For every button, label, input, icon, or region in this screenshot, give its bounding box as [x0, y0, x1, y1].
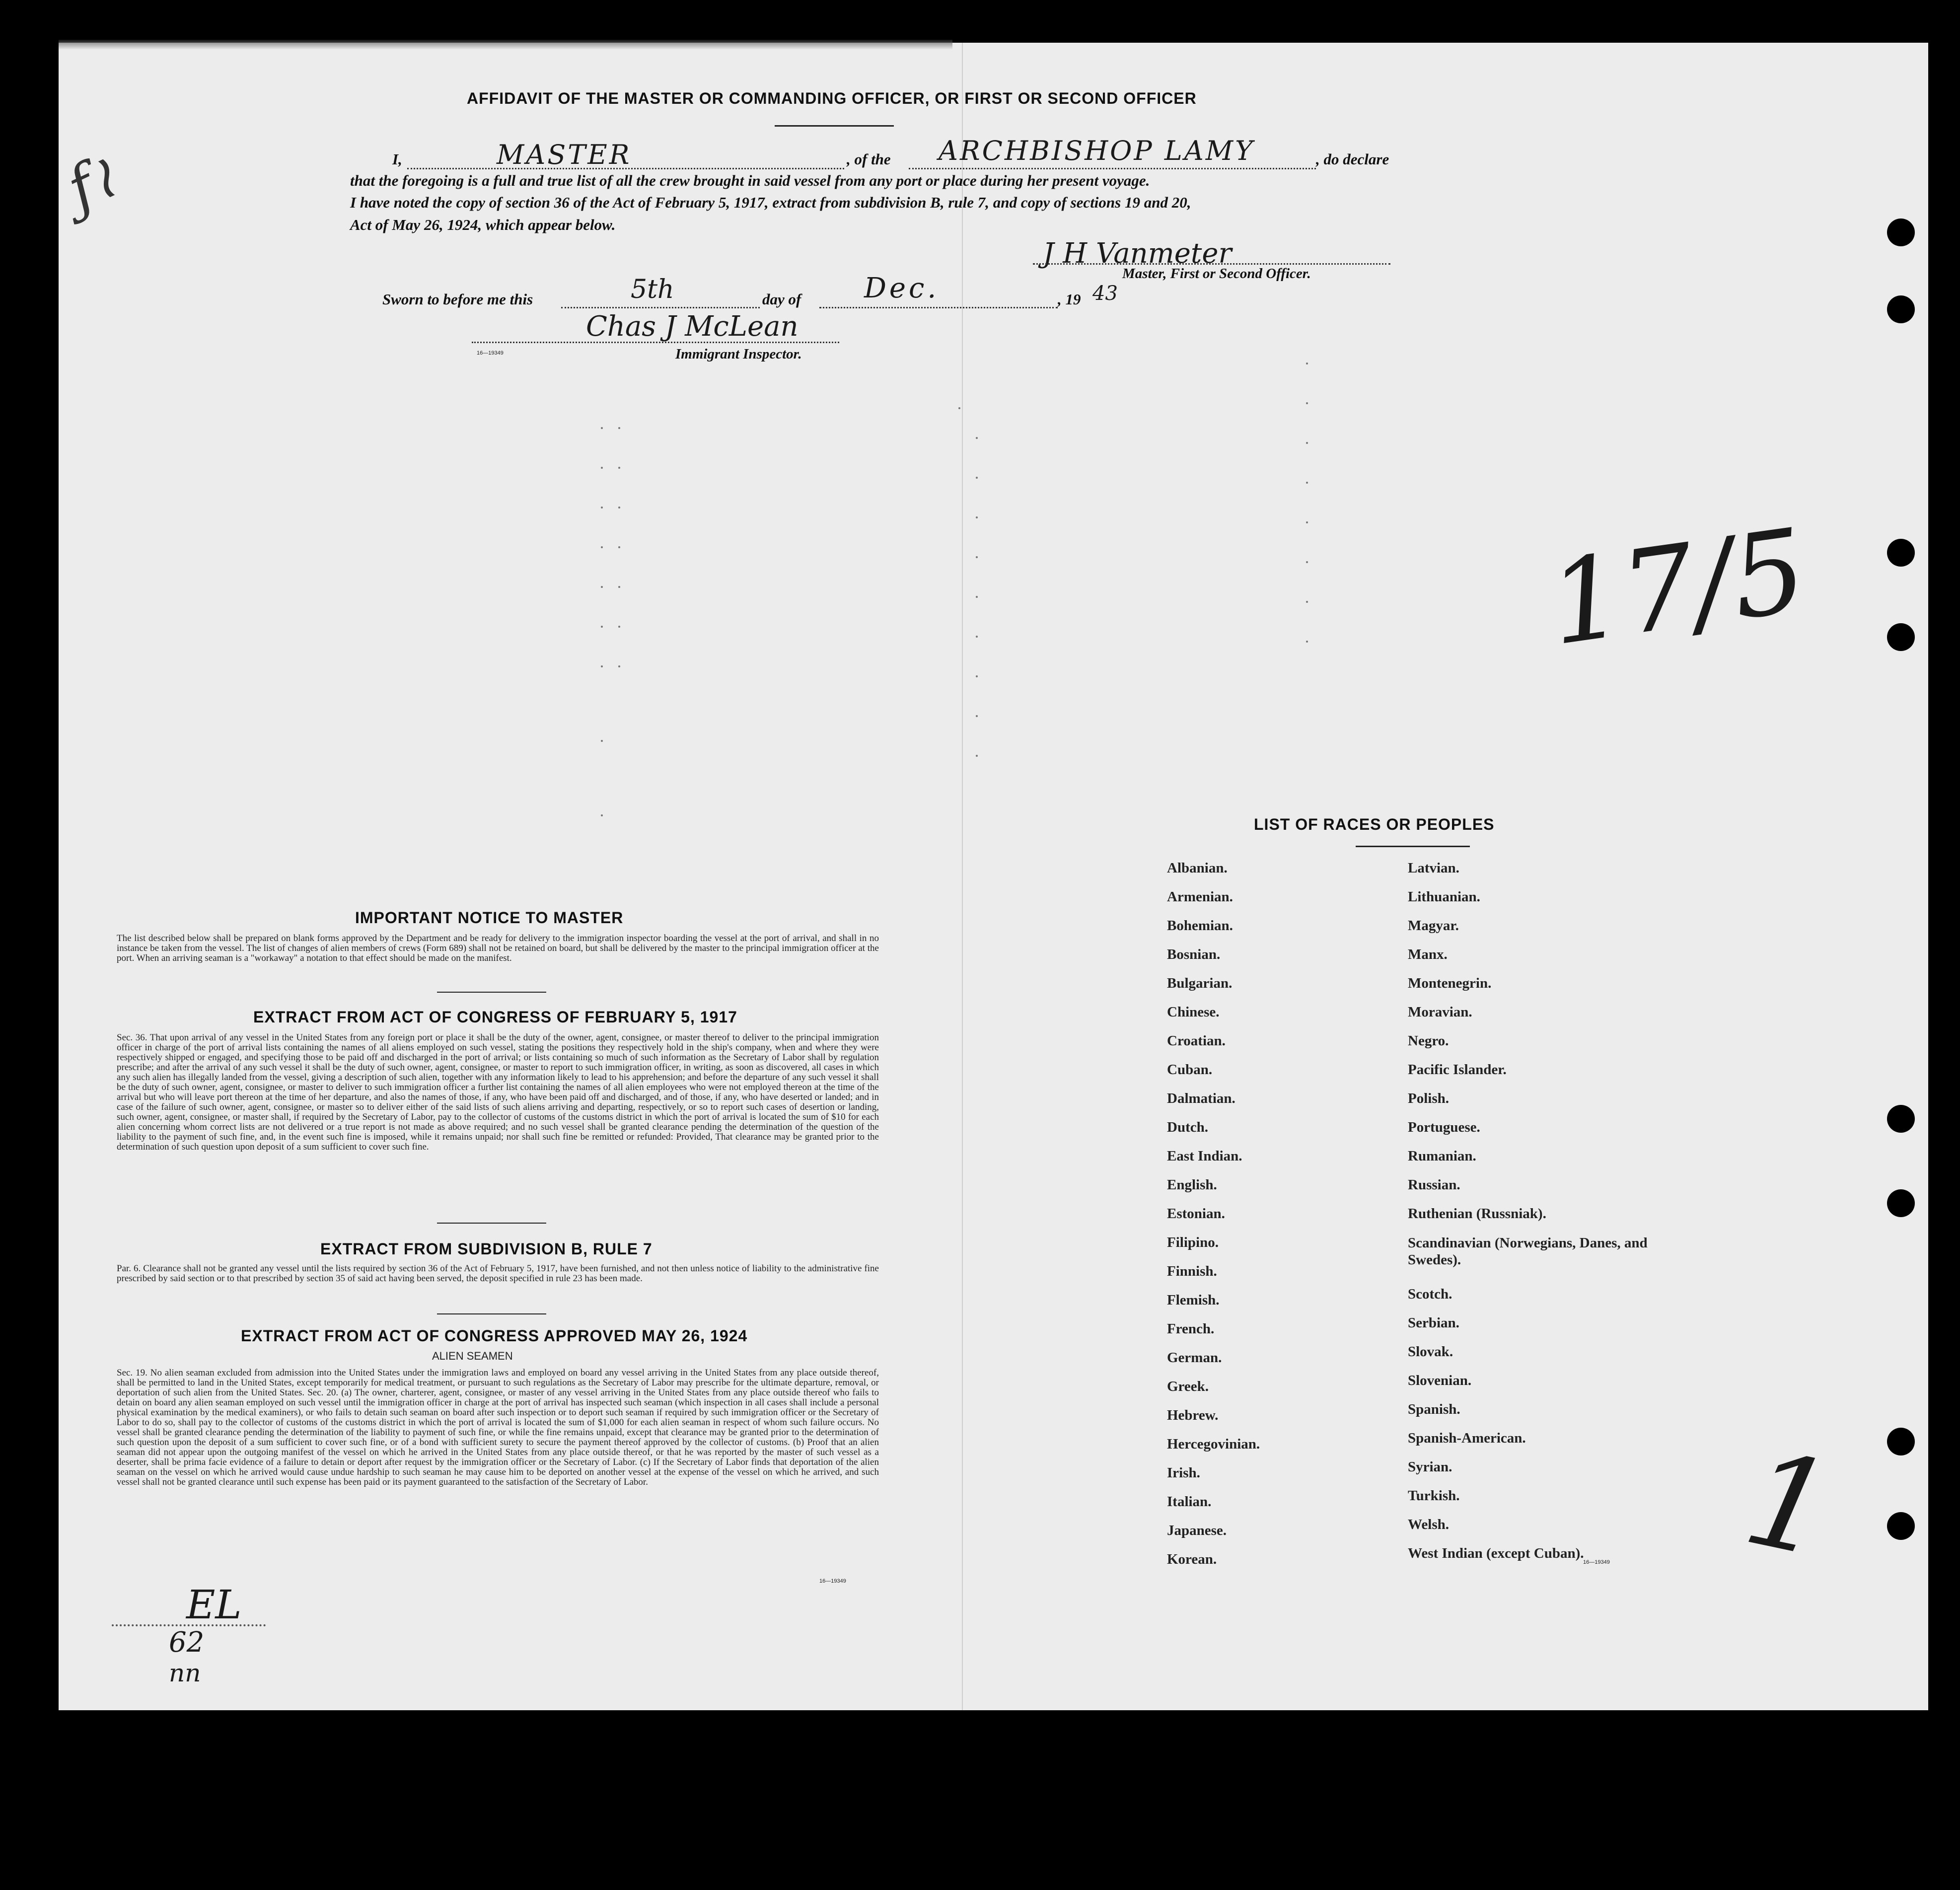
- ink-smudge: [112, 1621, 266, 1626]
- sworn-day-handwritten: 5th: [631, 275, 674, 304]
- race-item: Flemish.: [1167, 1292, 1220, 1308]
- race-item: Moravian.: [1408, 1004, 1472, 1020]
- section-rule: [437, 992, 546, 993]
- punch-hole: [1887, 295, 1915, 323]
- race-item: Rumanian.: [1408, 1148, 1476, 1164]
- punch-hole: [1887, 1105, 1915, 1133]
- affidavit-line-3: I have noted the copy of section 36 of the Act of February 5, 1917, extract from subdivision B, rule 7, and copy of sections 19 and 20,: [350, 194, 1191, 211]
- race-item: Spanish.: [1408, 1401, 1460, 1417]
- race-item: Syrian.: [1408, 1459, 1452, 1475]
- affidavit-heading: AFFIDAVIT OF THE MASTER OR COMMANDING OFFICER, OR FIRST OR SECOND OFFICER: [467, 89, 1197, 107]
- races-heading-rule: [1356, 846, 1470, 847]
- officer-handwritten: MASTER: [497, 139, 632, 170]
- year-handwritten: 43: [1092, 282, 1118, 305]
- notice-text: The list described below shall be prepared on blank forms approved by the Department and be ready for delivery to the immigration inspector boarding the vessel at the port of arrival, and shall in no instance be taken from the vessel. The list of changes of alien members of crews (Form 689) shall not be retained on board, but shall be delivered by the master to the principal immigration officer at the port. When an arriving seaman is a "workaway" a notation to that effect should be made on the manifest.: [117, 933, 879, 963]
- race-item: Filipino.: [1167, 1235, 1219, 1250]
- do-declare-label: , do declare: [1316, 150, 1389, 168]
- margin-scribble: ƒ≀: [57, 143, 127, 224]
- vessel-handwritten: ARCHBISHOP LAMY: [939, 135, 1255, 166]
- rule7-heading: EXTRACT FROM SUBDIVISION B, RULE 7: [320, 1240, 653, 1258]
- year-prefix: , 19: [1058, 291, 1081, 308]
- handwritten-mark-2: 62: [169, 1626, 205, 1659]
- day-field-line: [561, 307, 760, 308]
- section-rule: [437, 1223, 546, 1224]
- vessel-field-line: [909, 168, 1316, 169]
- race-item: Estonian.: [1167, 1206, 1225, 1222]
- affidavit-line-4: Act of May 26, 1924, which appear below.: [350, 216, 616, 233]
- race-item: Japanese.: [1167, 1523, 1227, 1538]
- inspector-line: [472, 342, 839, 343]
- race-item: Portuguese.: [1408, 1119, 1480, 1135]
- race-item: Cuban.: [1167, 1062, 1213, 1078]
- signature-caption: Master, First or Second Officer.: [1122, 266, 1311, 282]
- races-form-number: 16—19349: [1583, 1559, 1610, 1565]
- race-item: Spanish-American.: [1408, 1430, 1526, 1446]
- inspector-signature: Chas J McLean: [586, 310, 799, 343]
- day-of-label: day of: [762, 291, 801, 308]
- race-item: Dalmatian.: [1167, 1090, 1235, 1106]
- punch-hole: [1887, 1512, 1915, 1540]
- race-item: Bohemian.: [1167, 918, 1233, 934]
- form-number-footer: 16—19349: [819, 1578, 846, 1584]
- race-item: Negro.: [1408, 1033, 1449, 1049]
- race-item: Welsh.: [1408, 1517, 1449, 1532]
- race-item: Dutch.: [1167, 1119, 1208, 1135]
- section-rule: [437, 1313, 546, 1314]
- extract-1924-text: Sec. 19. No alien seaman excluded from admission into the United States under the immigration laws and employed on board any vessel arriving in the United States from any place outside thereof, shall be permitted to land in the United States, except temporarily for medical treatment, or pursuant to such regulations as the Secretary of Labor may prescribe for the ultimate departure, removal, or deportation of such alien from the United States. Sec. 20. (a) The owner, charterer, agent, consignee, or master of any vessel arriving in the United States from any place outside thereof who fails to detain on board any alien seaman employed on such vessel until the immigration officer in charge at the port of arrival has inspected such seaman (which inspection in all cases shall include a personal physical examination by the medical examiners), or who fails to detain such seaman on board after such inspection or to deport such seaman if required by such immigration officer or the Secretary of Labor to do so, shall pay to the collector of customs of the customs district in which the port of arrival is located the sum of $1,000 for each alien seaman in respect of whom such failure occurs. No vessel shall be granted clearance pending the determination of the liability to payment of such fine, or while the fine remains unpaid, except that clearance may be granted prior to the determination of such question upon the deposit of a sum sufficient to cover such fine, or of a bond with sufficient surety to secure the payment thereof approved by the collector of customs. (b) Proof that an alien seaman did not appear upon the outgoing manifest of the vessel on which he arrived in the United States from any place outside thereof, or that he was reported by the master of such vessel as a deserter, shall be prima facie evidence of a failure to detain or deport after request by the immigration officer or the Secretary of Labor. (c) If the Secretary of Labor finds that deportation of the alien seaman on the vessel on which he arrived would cause undue hardship to such seaman he may cause him to be deported on another vessel at the expense of the vessel on which he arrived, and such vessel shall not be granted clearance until such expense has been paid or its payment guaranteed to the satisfaction of the Secretary of Labor.: [117, 1368, 879, 1487]
- extract-1917-text: Sec. 36. That upon arrival of any vessel in the United States from any foreign port or place it shall be the duty of the owner, agent, consignee, or master thereof to deliver to the principal immigration officer in charge of the port of arrival lists containing the names of all aliens employed on such vessel, stating the positions they respectively hold in the ship's company, when and where they were respectively shipped or engaged, and specifying those to be paid off and discharged in the port of arrival; or lists containing so much of such information as the Secretary of Labor shall by regulation prescribe; and after the arrival of any such vessel it shall be the duty of such owner, agent, consignee, or master to report to such immigration officer, in writing, as soon as discovered, all cases in which any such alien has illegally landed from the vessel, giving a description of such alien, together with any information likely to lead to his apprehension; and before the departure of any such vessel it shall be the duty of such owner, agent, consignee, or master to deliver to such immigration officer a further list containing the names of all alien employees who were not employed thereon at the time of the arrival but who will leave port thereon at the time of her departure, and also the names of those, if any, who have been paid off and discharged, and of those, if any, who have deserted or landed; and in case of the failure of such owner, agent, consignee, or master so to deliver either of the said lists of such aliens arriving and departing, respectively, or so to report such cases of desertion or landing, such owner, agent, consignee, or master shall, if required by the Secretary of Labor, pay to the collector of customs of the customs district in which the port of arrival is located the sum of $10 for each alien concerning whom correct lists are not delivered or a true report is not made as above required; and no such vessel shall be granted clearance pending the determination of the question of the liability to the payment of such fine, and, in the event such fine is imposed, while it remains unpaid; nor shall such fine be remitted or refunded: Provided, That clearance may be granted prior to the determination of such question upon deposit of a sum sufficient to cover such fine.: [117, 1032, 879, 1152]
- race-item: Hebrew.: [1167, 1407, 1219, 1423]
- race-item: Polish.: [1408, 1090, 1449, 1106]
- master-signature: J H Vanmeter: [1043, 237, 1232, 270]
- race-item: East Indian.: [1167, 1148, 1242, 1164]
- race-item: Magyar.: [1408, 918, 1459, 934]
- i-label: I,: [392, 150, 402, 168]
- handwritten-mark-1: EL: [186, 1582, 242, 1628]
- sworn-month-handwritten: Dec.: [864, 272, 940, 304]
- race-item: Finnish.: [1167, 1263, 1217, 1279]
- race-item: Pacific Islander.: [1408, 1062, 1507, 1078]
- race-item: Greek.: [1167, 1379, 1209, 1394]
- race-item: Scandinavian (Norwegians, Danes, and Swedes).: [1408, 1235, 1648, 1268]
- handwritten-mark-3: nn: [169, 1659, 201, 1687]
- race-item: Scotch.: [1408, 1286, 1452, 1302]
- race-item: Chinese.: [1167, 1004, 1220, 1020]
- race-item: Albanian.: [1167, 860, 1228, 876]
- race-item: Russian.: [1408, 1177, 1460, 1193]
- signature-line: [1033, 263, 1390, 265]
- race-item: German.: [1167, 1350, 1222, 1366]
- race-item: Croatian.: [1167, 1033, 1226, 1049]
- punch-hole: [1887, 623, 1915, 651]
- scan-edge-shadow: [59, 40, 952, 50]
- race-item: West Indian (except Cuban).: [1408, 1545, 1584, 1561]
- rule7-text: Par. 6. Clearance shall not be granted any vessel until the lists required by section 36 of the Act of February 5, 1917, have been furnished, and not then unless notice of liability to the administrative fine prescribed by said section or to that prescribed by section 35 of said act having been served, the deposit specified in rule 23 has been made.: [117, 1263, 879, 1284]
- punch-hole: [1887, 1189, 1915, 1217]
- race-item: Italian.: [1167, 1494, 1212, 1510]
- right-handwritten-mark: 1: [1733, 1423, 1845, 1587]
- races-heading: LIST OF RACES OR PEOPLES: [1254, 815, 1495, 833]
- race-item: Slovenian.: [1408, 1373, 1472, 1388]
- sworn-label: Sworn to before me this: [382, 291, 533, 308]
- race-item: Lithuanian.: [1408, 889, 1480, 905]
- month-field-line: [819, 307, 1058, 308]
- race-item: Ruthenian (Russniak).: [1408, 1206, 1546, 1222]
- punch-hole: [1887, 539, 1915, 567]
- race-item: Hercegovinian.: [1167, 1436, 1260, 1452]
- race-item: Korean.: [1167, 1551, 1217, 1567]
- race-item: Latvian.: [1408, 860, 1459, 876]
- race-item: French.: [1167, 1321, 1215, 1337]
- inspector-caption: Immigrant Inspector.: [675, 346, 802, 362]
- race-item: Bosnian.: [1167, 946, 1221, 962]
- race-item: Turkish.: [1408, 1488, 1460, 1504]
- alien-seamen-subheading: ALIEN SEAMEN: [432, 1350, 513, 1362]
- race-item: Bulgarian.: [1167, 975, 1233, 991]
- notice-heading: IMPORTANT NOTICE TO MASTER: [355, 909, 624, 927]
- extract-1917-heading: EXTRACT FROM ACT OF CONGRESS OF FEBRUARY 5, 1917: [253, 1008, 737, 1026]
- punch-hole: [1887, 218, 1915, 246]
- extract-1924-heading: EXTRACT FROM ACT OF CONGRESS APPROVED MAY 26, 1924: [241, 1327, 748, 1345]
- page-fold: [962, 43, 963, 1710]
- race-item: Slovak.: [1408, 1344, 1453, 1360]
- of-the-label: , of the: [847, 150, 891, 168]
- race-item: Manx.: [1408, 946, 1448, 962]
- race-item: Serbian.: [1408, 1315, 1459, 1331]
- form-number: 16—19349: [477, 350, 504, 356]
- race-item: English.: [1167, 1177, 1217, 1193]
- punch-hole: [1887, 1428, 1915, 1455]
- affidavit-line-2: that the foregoing is a full and true list of all the crew brought in said vessel from any port or place during her present voyage.: [350, 172, 1150, 189]
- heading-rule: [775, 125, 894, 127]
- page-number-annotation: 17/5: [1541, 504, 1814, 671]
- race-item: Irish.: [1167, 1465, 1200, 1481]
- race-item: Montenegrin.: [1408, 975, 1492, 991]
- race-item: Armenian.: [1167, 889, 1233, 905]
